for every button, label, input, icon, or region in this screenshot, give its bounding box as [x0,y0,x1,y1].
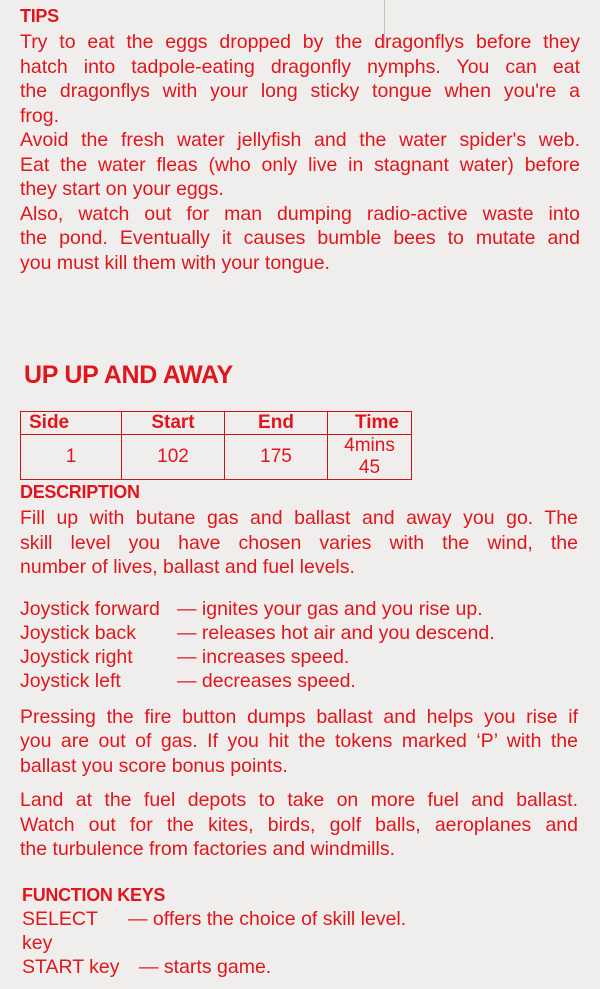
table-cell: 175 [225,435,328,480]
function-keys-list [22,907,562,979]
tips-line: frog. [20,104,60,127]
table-header-cell: End [225,412,328,435]
description-heading: DESCRIPTION [20,482,140,502]
control-row [20,597,578,621]
function-key-name: SELECT key [22,908,98,954]
control-key: Joystick back [20,621,136,644]
control-row [20,621,578,645]
tips-line: the dragonflys with your long sticky tongue when you're a [20,80,580,102]
load-info-table [20,411,412,480]
table-cell: 4mins 45 [328,435,412,480]
description-line: number of lives, ballast and fuel levels. [20,556,355,578]
control-action: — decreases speed. [177,669,356,692]
control-action: — increases speed. [177,645,350,668]
game-title: UP UP AND AWAY [24,361,233,389]
fire-line: ballast you score bonus points. [20,754,288,777]
fire-line: Pressing the fire button dumps ballast and helps you rise if [20,705,578,728]
control-action: — releases hot air and you descend. [177,621,495,644]
control-row [20,645,578,669]
control-row [20,669,578,693]
table-header-cell: Time [328,412,412,435]
fire-line: you are out of gas. If you hit the tokens marked ‘P’ with the [20,730,578,752]
tips-line: Eat the water fleas (who only live in stagnant water) before [20,153,580,176]
table-header-cell: Side [21,412,122,435]
fuel-line: Watch out for the kites, birds, golf balls, aeroplanes and [20,813,578,836]
controls-list [20,597,578,693]
description-text [20,506,578,580]
control-key: Joystick forward [20,597,160,620]
description-line: skill level you have chosen varies with the wind, the [20,531,578,554]
tips-line: Also, watch out for man dumping radio-active waste into [20,202,580,225]
tips-section [20,6,580,275]
tips-line: they start on your eggs. [20,178,224,200]
tips-line: Avoid the fresh water jellyfish and the water spider's web. [20,129,580,151]
function-keys-section [22,885,562,979]
table-header-cell: Start [122,412,225,435]
fuel-line: Land at the fuel depots to take on more fuel and ballast. [20,789,578,811]
fuel-line: the turbulence from factories and windmills. [20,838,396,860]
control-key: Joystick right [20,645,133,668]
function-key-row [22,907,562,955]
tips-line: the pond. Eventually it causes bumble bees to mutate and [20,227,580,249]
tips-line: Try to eat the eggs dropped by the dragonflys before they [20,31,580,53]
function-key-row [22,955,562,979]
control-key: Joystick left [20,669,121,692]
tips-line: hatch into tadpole-eating dragonfly nymphs. You can eat [20,55,580,78]
tips-heading: TIPS [20,6,59,26]
function-key-action: — offers the choice of skill level. [128,908,407,930]
fire-button-text [20,705,578,779]
fuel-depot-text [20,788,578,862]
description-line: Fill up with butane gas and ballast and away you go. The [20,507,578,529]
tips-line: you must kill them with your tongue. [20,251,330,274]
table-row [21,435,412,480]
function-keys-heading: FUNCTION KEYS [22,885,166,905]
table-cell: 1 [21,435,122,480]
description-section [20,482,578,862]
function-key-name: START key [22,956,120,978]
control-action: — ignites your gas and you rise up. [177,597,483,620]
tips-text [20,30,580,275]
table-cell: 102 [122,435,225,480]
table-header-row [21,412,412,435]
function-key-action: — starts game. [139,956,272,978]
